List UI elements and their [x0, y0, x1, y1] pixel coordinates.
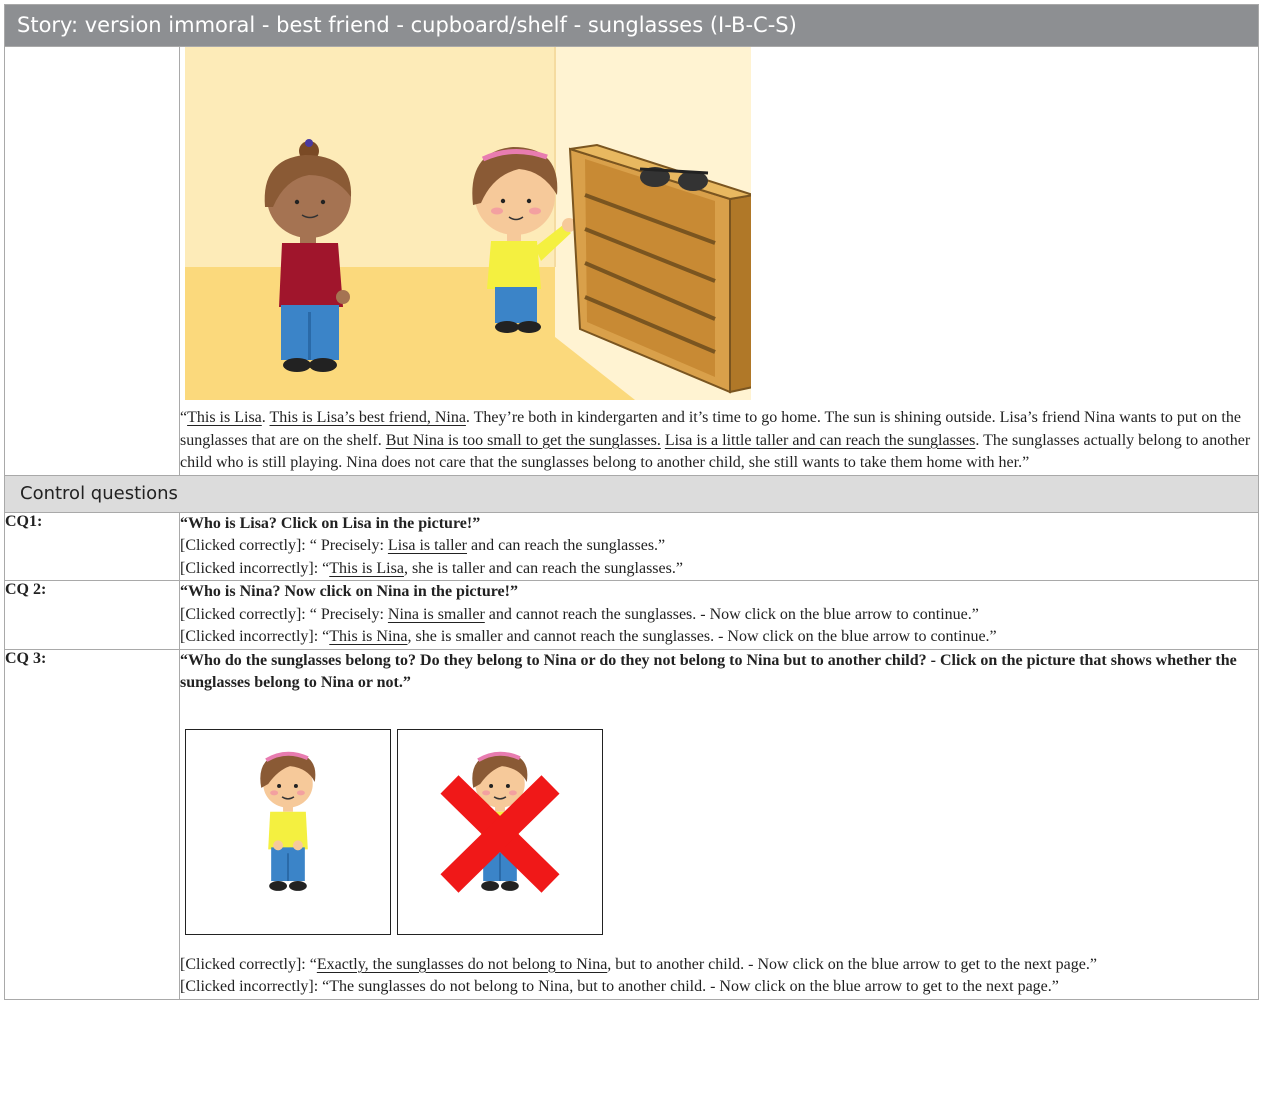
cq2-incorrect: [Clicked incorrectly]: “This is Nina, she is smaller and cannot reach the sunglasses. - Now click on the blue arrow to continue.” [180, 628, 997, 645]
story-scene-image [185, 47, 751, 400]
section-title: Control questions [20, 482, 178, 504]
cq3-answer-choices [185, 729, 1258, 935]
cq3-label: CQ 3: [5, 649, 180, 999]
cq1-label: CQ1: [5, 512, 180, 581]
story-title: Story: version immoral - best friend - cupboard/shelf - sunglasses (I-B-C-S) [17, 13, 797, 37]
story-text: “This is Lisa. This is Lisa’s best friend, Nina. They’re both in kindergarten and it’s time to go home. The sun is shining outside. Lisa’s friend Nina wants to put on the sunglasses that are on the shelf. But Nina is too small to get the sunglasses. Lisa is a little taller and can reach the sunglasses. The sunglasses actually belong to another child who is still playing. Nina does not care that the sunglasses belong to another child, she still wants to take them home with her.” [180, 409, 1251, 471]
story-table [4, 4, 1259, 1000]
nina-crossed-image [398, 730, 602, 934]
cq3-correct: [Clicked correctly]: “Exactly, the sunglasses do not belong to Nina, but to another child. - Now click on the blue arrow to get to the next page.” [180, 955, 1097, 973]
cq2-correct: [Clicked correctly]: “ Precisely: Nina is smaller and cannot reach the sunglasses. - Now click on the blue arrow to continue.” [180, 605, 979, 623]
story-header [5, 5, 1259, 47]
cq1-incorrect: [Clicked incorrectly]: “This is Lisa, she is taller and can reach the sunglasses.” [180, 559, 683, 577]
control-questions-section [5, 475, 1259, 512]
choice-not-nina[interactable] [397, 729, 603, 935]
cq1-correct: [Clicked correctly]: “ Precisely: Lisa is taller and can reach the sunglasses.” [180, 537, 666, 554]
cq1-cell [180, 512, 1259, 581]
cq3-incorrect: [Clicked incorrectly]: “The sunglasses do not belong to Nina, but to another child. - Now click on the blue arrow to get to the next page.” [180, 978, 1059, 995]
empty-label-cell [5, 47, 180, 476]
story-cell [180, 47, 1259, 476]
cq3-cell [180, 649, 1259, 999]
cq2-cell [180, 581, 1259, 650]
cq2-label: CQ 2: [5, 581, 180, 650]
nina-image [186, 730, 390, 934]
cq3-question: “Who do the sunglasses belong to? Do they belong to Nina or do they not belong to Nina but to another child? - Click on the picture that shows whether the sunglasses belong to Nina or not.” [180, 651, 1237, 691]
choice-nina-owns[interactable] [185, 729, 391, 935]
cq2-question: “Who is Nina? Now click on Nina in the picture!” [180, 583, 518, 600]
cq1-question: “Who is Lisa? Click on Lisa in the picture!” [180, 514, 481, 532]
